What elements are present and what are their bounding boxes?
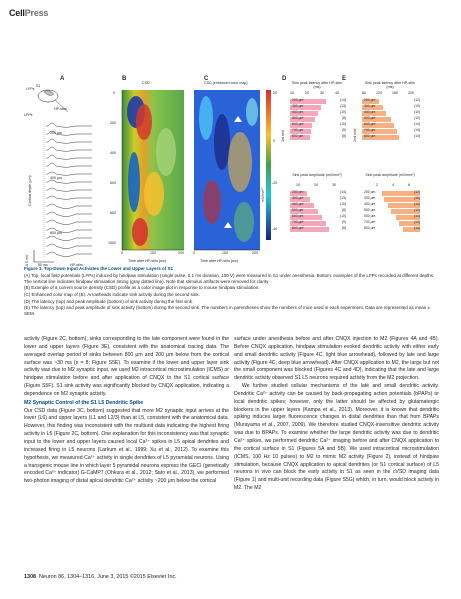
- d-latency-bars: [290, 98, 346, 142]
- lfp-traces-svg: [24, 82, 96, 268]
- panel-e-second-sink: [354, 82, 426, 268]
- d-lat-tick-2: 30: [320, 91, 324, 95]
- csd-xtick-100: 100: [150, 251, 156, 255]
- scale-ms: 50 ms: [38, 263, 48, 267]
- bar-depth-label: 400 μm: [364, 110, 376, 114]
- bar-depth-label: 700 μm: [292, 128, 304, 132]
- bar-n-label: (14): [413, 134, 420, 138]
- lfp-trace: [46, 188, 92, 191]
- bar-n-label: (8): [341, 134, 346, 138]
- lfps-title: LFPs: [26, 87, 35, 91]
- caption-e: (E) The latency (top) and peak amplitude of sink activity (bottom) during the second sink. The numbers in parentheses show the numbers of mice used in each experiment. Data are represented as mean ± SEM.: [24, 305, 431, 317]
- bar-depth-label: 800 μm: [364, 134, 376, 138]
- bar-n-label: (8): [341, 226, 346, 230]
- lfp-trace: [46, 147, 92, 151]
- panel-a-lfps: [24, 82, 96, 268]
- panel-c-csd-enhanced: [192, 82, 280, 268]
- csd-c-xtick-0: 0: [193, 251, 195, 255]
- bar-depth-label: 700 μm: [292, 220, 304, 224]
- panel-letter-a: A: [60, 76, 65, 82]
- lfp-trace: [46, 155, 92, 159]
- bar-depth-label: 300 μm: [364, 104, 376, 108]
- bar-depth-label: 700 μm: [364, 128, 376, 132]
- csd-enhanced-svg: [192, 82, 280, 268]
- lfp-trace: [46, 139, 92, 143]
- lfp-trace: [46, 236, 92, 241]
- bar-n-label: (14): [413, 214, 420, 218]
- hp-stim-bottom: HP-stim: [70, 263, 83, 267]
- csd-ytick-800: 800: [110, 211, 116, 215]
- bar-row: [290, 134, 346, 140]
- bar-depth-label: 800 μm: [292, 134, 304, 138]
- csd-title: CSD: [142, 81, 150, 85]
- caption-a: (A) Top, local field potentials (LFPs) induced by hindpaw stimulation (single pulse, 0.1 ms duration, 100 V) were measured in S1 under anesthesia. Bottom, examples of the LFPs recorded at different depths. The vertical line indicates hindpaw stimulation timing (gray dotted line). Note that stimulus artifacts were removed for clarity.: [24, 272, 435, 284]
- bar-n-label: (8): [341, 116, 346, 120]
- bar-depth-label: 600 μm: [292, 122, 304, 126]
- body-column-left: [24, 336, 229, 486]
- d-ylabel-top: 1st sink: [281, 129, 285, 142]
- journal-header: [0, 0, 461, 26]
- bar-n-label: (10): [413, 196, 420, 200]
- panel-letter-c: C: [204, 76, 209, 82]
- journal-citation: Neuron 86, 1304–1316, June 3, 2015 ©2015 Elsevier Inc.: [39, 574, 177, 580]
- bar-depth-label: 200 μm: [292, 98, 304, 102]
- e-amp-tick-2: 6: [408, 183, 410, 187]
- d-amplitude-bars: [290, 190, 346, 234]
- lfp-trace: [46, 163, 92, 167]
- e-lat-tick-1: 120: [376, 91, 382, 95]
- bar-depth-label: 200 μm: [364, 190, 376, 194]
- depth-400: 400 μm: [50, 176, 63, 180]
- lfp-trace: [46, 204, 92, 209]
- e-amplitude-bars: [362, 190, 420, 234]
- d-amp-tick-1: 20: [314, 183, 318, 187]
- colorbar-tick-0: 0: [273, 139, 275, 143]
- lfp-trace: [46, 252, 92, 257]
- csd-heatmap-svg: [110, 82, 188, 268]
- bar-n-label: (8): [341, 208, 346, 212]
- cortical-depth-label: Cortical depth (μm): [28, 175, 32, 206]
- bar-n-label: (9): [341, 128, 346, 132]
- bar-depth-label: 300 μm: [292, 196, 304, 200]
- e-lat-tick-3: 200: [408, 91, 414, 95]
- lfp-trace: [46, 196, 92, 199]
- bar-depth-label: 500 μm: [364, 116, 376, 120]
- colorbar-tick-neg20: -20: [272, 181, 278, 185]
- bar-depth-label: 800 μm: [292, 226, 304, 230]
- d-lat-tick-0: 10: [290, 91, 294, 95]
- colorbar-tick-20: 20: [273, 91, 277, 95]
- bar-n-label: (10): [339, 202, 346, 206]
- bar-depth-label: 700 μm: [364, 220, 376, 224]
- csd-xlabel: Time after HP-stim (ms): [128, 259, 166, 263]
- lfp-trace: [46, 212, 92, 217]
- caption-d: (D) The latency (top) and peak amplitude (bottom) of sink activity during the first sink.: [24, 298, 194, 304]
- section-heading: M2 Synaptic Control of the S1 L5 Dendritic Spike: [24, 399, 144, 406]
- lfp-trace: [46, 220, 92, 225]
- e-lat-tick-2: 160: [392, 91, 398, 95]
- csd-ytick-600: 600: [110, 181, 116, 185]
- d-amp-tick-0: 10: [296, 183, 300, 187]
- panel-letter-b: B: [122, 76, 127, 82]
- bar-row: [362, 134, 420, 140]
- panel-letter-d: D: [282, 76, 287, 82]
- bar-n-label: (10): [339, 214, 346, 218]
- bar-depth-label: 600 μm: [364, 214, 376, 218]
- bar-row: [362, 226, 420, 232]
- figure-3: [24, 72, 438, 268]
- bar-depth-label: 200 μm: [364, 98, 376, 102]
- csd-enhanced-title: CSD (enhanced color map): [204, 81, 248, 85]
- bar-n-label: (9): [341, 220, 346, 224]
- caption-c: (C) Enhanced color map of (B). Arrowheads indicate sink activity during the second sink.: [24, 291, 200, 297]
- body-column-right: [234, 336, 439, 493]
- csd-c-xtick-200: 200: [252, 251, 258, 255]
- bar-n-label: (13): [339, 196, 346, 200]
- csd-ytick-0: 0: [113, 91, 115, 95]
- bar-n-label: (10): [413, 110, 420, 114]
- lfp-trace: [46, 172, 92, 175]
- bar-n-label: (14): [413, 122, 420, 126]
- bar-depth-label: 500 μm: [364, 208, 376, 212]
- bar-n-label: (12): [413, 98, 420, 102]
- colorbar-label: mV/mm²: [261, 188, 265, 202]
- lfp-trace: [46, 244, 92, 249]
- csd-c-xtick-100: 100: [222, 251, 228, 255]
- logo-cell-text: Cell: [9, 8, 25, 18]
- e-amp-tick-0: 2: [376, 183, 378, 187]
- bar-n-label: (10): [413, 104, 420, 108]
- bar-depth-label: 600 μm: [292, 214, 304, 218]
- d-lat-tick-1: 20: [305, 91, 309, 95]
- d-amplitude-title: Sink peak amplitude (mV/mm²): [292, 173, 342, 177]
- csd-ytick-1000: 1000: [108, 241, 116, 245]
- bar-n-label: (12): [413, 208, 420, 212]
- page-number: 1308: [24, 574, 36, 580]
- bar-n-label: (12): [413, 116, 420, 120]
- bar-depth-label: 400 μm: [364, 202, 376, 206]
- bar-n-label: (14): [413, 128, 420, 132]
- bar-n-label: (14): [339, 98, 346, 102]
- page-footer: [24, 574, 177, 580]
- panel-b-csd: [110, 82, 188, 268]
- logo-press-text: Press: [24, 8, 49, 18]
- e-amp-tick-1: 4: [392, 183, 394, 187]
- bar-n-label: (10): [339, 122, 346, 126]
- panel-letter-e: E: [342, 76, 347, 82]
- s1-label: S1: [36, 84, 41, 88]
- bar-n-label: (14): [413, 226, 420, 230]
- depth-800: 800 μm: [50, 231, 63, 235]
- bar-row: [290, 226, 346, 232]
- right-paragraph-1: surface under anesthesia before and after CNQX injection to M2 (Figures 4A and 4B). Before CNQX application, hindpaw stimulation evoked dendritic activity with either early and small dendritic activity (Figure 4C, light blue arrowhead), followed by late and large activity (Figure 4C, deep blue arrowhead). After CNQX application to M2, the large but not the small component was blocked (Figures 4C and 4D), indicating that the late and large dendritic activity observed S1 L5 neurons required activity from the M2 projection.: [234, 336, 439, 382]
- right-paragraph-2: We further studied cellular mechanisms of the late and small dendritic activity. Dendritic Ca²⁺ activity can be caused by back-propagating action potentials (bPAPs) or local dendritic spikes; however, only the latter should be affected by glutamatergic blockers in the upper layers (Kampa et al., 2013). Moreover, it is known that dendritic spiking induces larger fluorescence changes in distal dendrites than that from BPAPs (Murayama et al., 2007, 2009). We therefore studied CNQX-insensitive dendritic activity was due to BPAPs. To examine whether the large dendritic activity was due to dendritic Ca²⁺ spikes, we performed dendritic Ca²⁺ imaging before and after CNQX application to the cortical surface in S1 (Figures 5A and 5B). We used intracortical microstimulation (ICMS, 100 Hz 10 pulses) to M2 to mimic M2 activity (Figure 2), instead of hindpaw stimulation, because CNQX application to apical dendrites (or S1 cortical surface) of L5 neurons in vivo can block the early activity in S1 as seen in the cVSD imaging data (Figure 1) and multi-unit recording data (Figure S5G) which, in turn, would block activity in M2. The M2: [234, 383, 439, 492]
- bar-n-label: (12): [413, 190, 420, 194]
- cell-press-logo: [9, 8, 48, 18]
- bar-n-label: (13): [339, 104, 346, 108]
- d-lat-tick-3: 40: [335, 91, 339, 95]
- csd-xtick-200: 200: [178, 251, 184, 255]
- colorbar-tick-neg40: -40: [272, 227, 278, 231]
- bar-depth-label: 800 μm: [364, 226, 376, 230]
- lfps-label: LFPs: [24, 113, 33, 117]
- e-amplitude-title: Sink peak amplitude (mV/mm²): [365, 173, 415, 177]
- caption-title: Figure 3. Top-Down Input Activates the Lower and Upper Layers of S1: [24, 266, 174, 271]
- hp-stim-label: HP-stim: [54, 107, 67, 111]
- bar-n-label: (14): [339, 190, 346, 194]
- e-ylabel-top: 2nd sink: [353, 128, 357, 142]
- bar-n-label: (10): [339, 110, 346, 114]
- caption-b: (B) Example of a current source density (CSD) profile as a color image plot in response to mouse hindpaw stimulation.: [24, 285, 260, 291]
- scale-mv: 0.5 mV: [25, 254, 29, 266]
- bar-depth-label: 400 μm: [292, 110, 304, 114]
- bar-depth-label: 500 μm: [292, 116, 304, 120]
- bar-n-label: (10): [413, 202, 420, 206]
- csd-ytick-400: 400: [110, 151, 116, 155]
- bar-depth-label: 500 μm: [292, 208, 304, 212]
- bar-n-label: (14): [413, 220, 420, 224]
- csd-c-xlabel: Time after HP-stim (ms): [200, 259, 238, 263]
- d-amp-tick-2: 30: [332, 183, 336, 187]
- bar-depth-label: 200 μm: [292, 190, 304, 194]
- csd-ytick-200: 200: [110, 121, 116, 125]
- e-latency-title: Sink peak latency after HP-stim (ms): [364, 81, 416, 89]
- bar-depth-label: 600 μm: [364, 122, 376, 126]
- bar-depth-label: 300 μm: [364, 196, 376, 200]
- depth-200: 200 μm: [50, 131, 63, 135]
- bar-depth-label: 400 μm: [292, 202, 304, 206]
- lfp-trace: [46, 123, 92, 127]
- d-latency-title: Sink peak latency after HP-stim (ms): [291, 81, 343, 89]
- e-lat-tick-0: 80: [362, 91, 366, 95]
- csd-xtick-0: 0: [121, 251, 123, 255]
- left-paragraph-1: activity (Figure 2C, bottom), sinks corresponding to the late component were found in the lower and upper layers (Figure 3E), consistent with the anatomical tracing data. The averaged overlap period of sinks between 800 μm and 200 μm below from the cortical surface was ~30 ms (n = 8; Figure S5E). To examine if the lower and upper layer sink activity was due to M2 synaptic input, we used M2 intracortical microstimulation (ICMS) or hindpaw stimulation before and after application of CNQX to the S1 cortical surface (Figure S5F). S1 sink activity was significantly blocked by CNQX application, indicating a dependence on M2 synaptic activity.: [24, 336, 229, 397]
- panel-d-first-sink: [282, 82, 350, 268]
- left-paragraph-2: Our CSD data (Figure 3C, bottom) suggested that more M2 synaptic input arrives at the lower (L6) and upper layers (L1 and L2/3) than at L5, consistent with the anatomical data. However, this finding was inconsistent with the multiunit data indicating the highest firing activity in L5 (Figure 2C, bottom). One explanation for this inconsistency was that synaptic input to the lower and upper layers caused local Ca²⁺ spikes in L5 apical dendrites and increased firing in L5 neurons (Larkum et al., 1999; Xu et al., 2012). To examine this hypothesis, we measured Ca²⁺ activity in single dendrites of L5 pyramidal neurons. Using a transgenic mouse line in which layer 5 pyramidal neurons express the GECI (genetically encoded Ca²⁺ indicator) G-CaMP7 (Ohkura et al., 2012; Sato et al., 2013), we performed two-photon imaging of distal apical dendritic Ca²⁺ activity ~200 μm below the cortical: [24, 407, 229, 485]
- e-latency-bars: [362, 98, 420, 142]
- bar-depth-label: 300 μm: [292, 104, 304, 108]
